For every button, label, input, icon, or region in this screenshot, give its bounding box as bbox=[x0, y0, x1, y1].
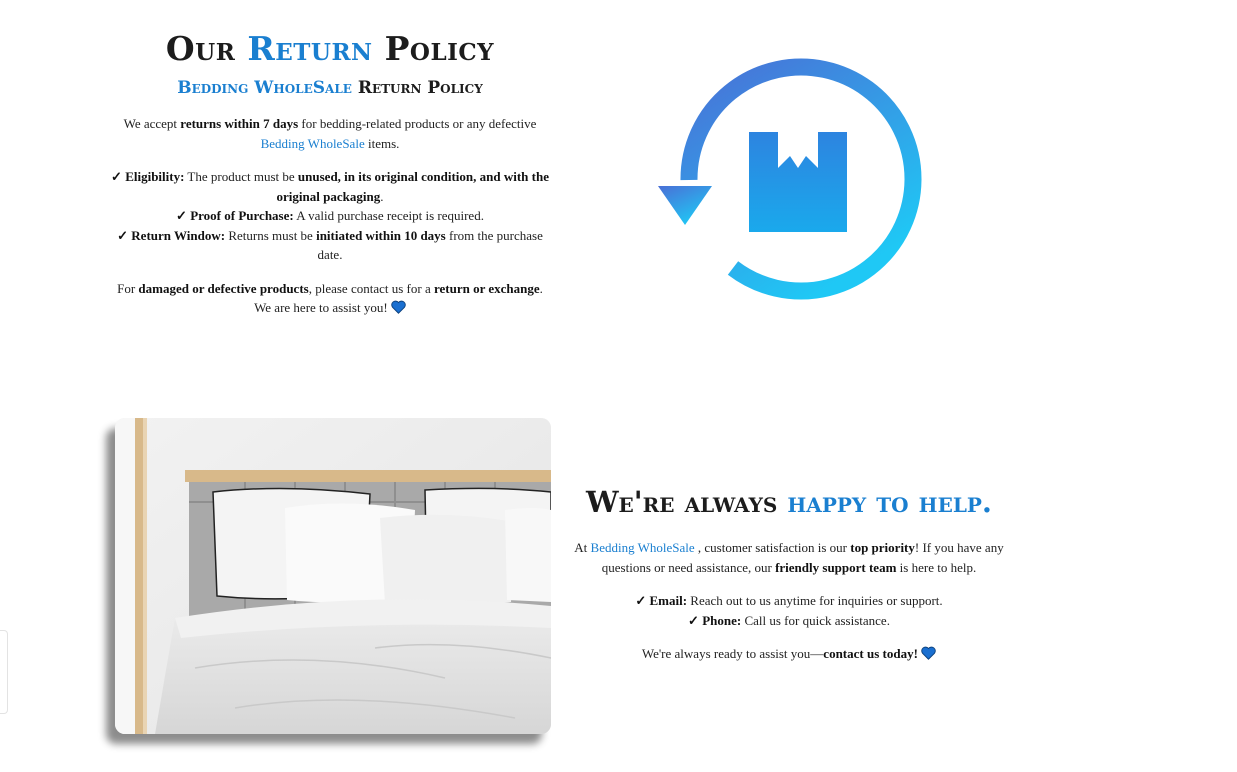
title-return: Return bbox=[247, 29, 373, 68]
bedroom-photo bbox=[115, 418, 551, 734]
checkmark-icon: ✓ bbox=[635, 593, 647, 608]
text: For bbox=[117, 280, 139, 296]
text: , please contact us for a bbox=[308, 280, 434, 296]
text: for bedding-related products or any defective bbox=[298, 116, 537, 131]
text: ! If you have any questions or need assistance, our bbox=[601, 540, 1004, 575]
bold-text: friendly support team bbox=[775, 559, 897, 575]
policy-subtitle bbox=[110, 76, 550, 100]
help-title-part1: We're always bbox=[585, 485, 778, 519]
title-policy: Policy bbox=[384, 29, 495, 68]
text: from the purchase date. bbox=[317, 227, 543, 262]
text: At bbox=[574, 540, 591, 555]
side-tab-handle[interactable] bbox=[0, 630, 8, 714]
bold-text: contact us today! bbox=[823, 646, 918, 661]
checkmark-icon: ✓ bbox=[117, 227, 129, 243]
subtitle-rest: Return Policy bbox=[357, 78, 483, 98]
checkmark-icon: ✓ bbox=[111, 169, 122, 184]
text: We accept bbox=[123, 116, 181, 131]
text: . We are here to assist you! bbox=[254, 280, 543, 315]
help-closing bbox=[572, 644, 1006, 664]
text: . bbox=[380, 188, 384, 204]
bold-text: returns within 7 days bbox=[180, 116, 299, 131]
label: Eligibility: bbox=[125, 169, 185, 184]
text: , customer satisfaction is our bbox=[694, 540, 851, 555]
return-box-icon bbox=[655, 58, 925, 308]
help-contacts bbox=[572, 591, 1006, 630]
bold-text: top priority bbox=[850, 540, 915, 555]
policy-conditions bbox=[110, 167, 550, 265]
title-our: Our bbox=[165, 29, 236, 68]
policy-intro bbox=[110, 114, 550, 153]
bold-text: initiated within 10 days bbox=[316, 227, 446, 243]
return-policy-section bbox=[110, 28, 550, 332]
help-title-part2: happy to help. bbox=[787, 485, 993, 519]
help-section bbox=[572, 480, 1006, 678]
checkmark-icon: ✓ bbox=[688, 612, 699, 628]
text: Reach out to us anytime for inquiries or support. bbox=[687, 593, 943, 608]
label: Email: bbox=[649, 593, 688, 608]
email-line bbox=[635, 593, 942, 608]
bold-text: unused, in its original condition, and with the original packaging bbox=[276, 169, 549, 204]
brand-name: Bedding WholeSale bbox=[590, 540, 695, 555]
label: Proof of Purchase: bbox=[190, 208, 294, 223]
phone-line bbox=[688, 613, 890, 628]
text: Returns must be bbox=[225, 227, 317, 243]
help-intro bbox=[572, 538, 1006, 577]
blue-heart-icon bbox=[921, 646, 936, 660]
checkmark-icon: ✓ bbox=[176, 208, 187, 223]
text: A valid purchase receipt is required. bbox=[293, 208, 484, 223]
text: We're always ready to assist you— bbox=[641, 646, 824, 661]
eligibility-line bbox=[111, 169, 549, 204]
policy-closing bbox=[110, 279, 550, 318]
page-title bbox=[110, 28, 550, 70]
text: Call us for quick assistance. bbox=[741, 612, 890, 628]
label: Return Window: bbox=[131, 227, 226, 243]
text: items. bbox=[364, 135, 400, 151]
proof-line bbox=[176, 208, 484, 223]
text: is here to help. bbox=[896, 559, 977, 575]
help-title bbox=[572, 480, 1006, 524]
text: The product must be bbox=[184, 169, 298, 184]
bold-text: damaged or defective products bbox=[138, 280, 309, 296]
window-line bbox=[117, 228, 543, 263]
bold-text: return or exchange bbox=[433, 280, 540, 296]
subtitle-brand: Bedding WholeSale bbox=[177, 78, 352, 98]
brand-name: Bedding WholeSale bbox=[260, 135, 365, 151]
label: Phone: bbox=[702, 612, 742, 628]
blue-heart-icon bbox=[391, 300, 406, 314]
